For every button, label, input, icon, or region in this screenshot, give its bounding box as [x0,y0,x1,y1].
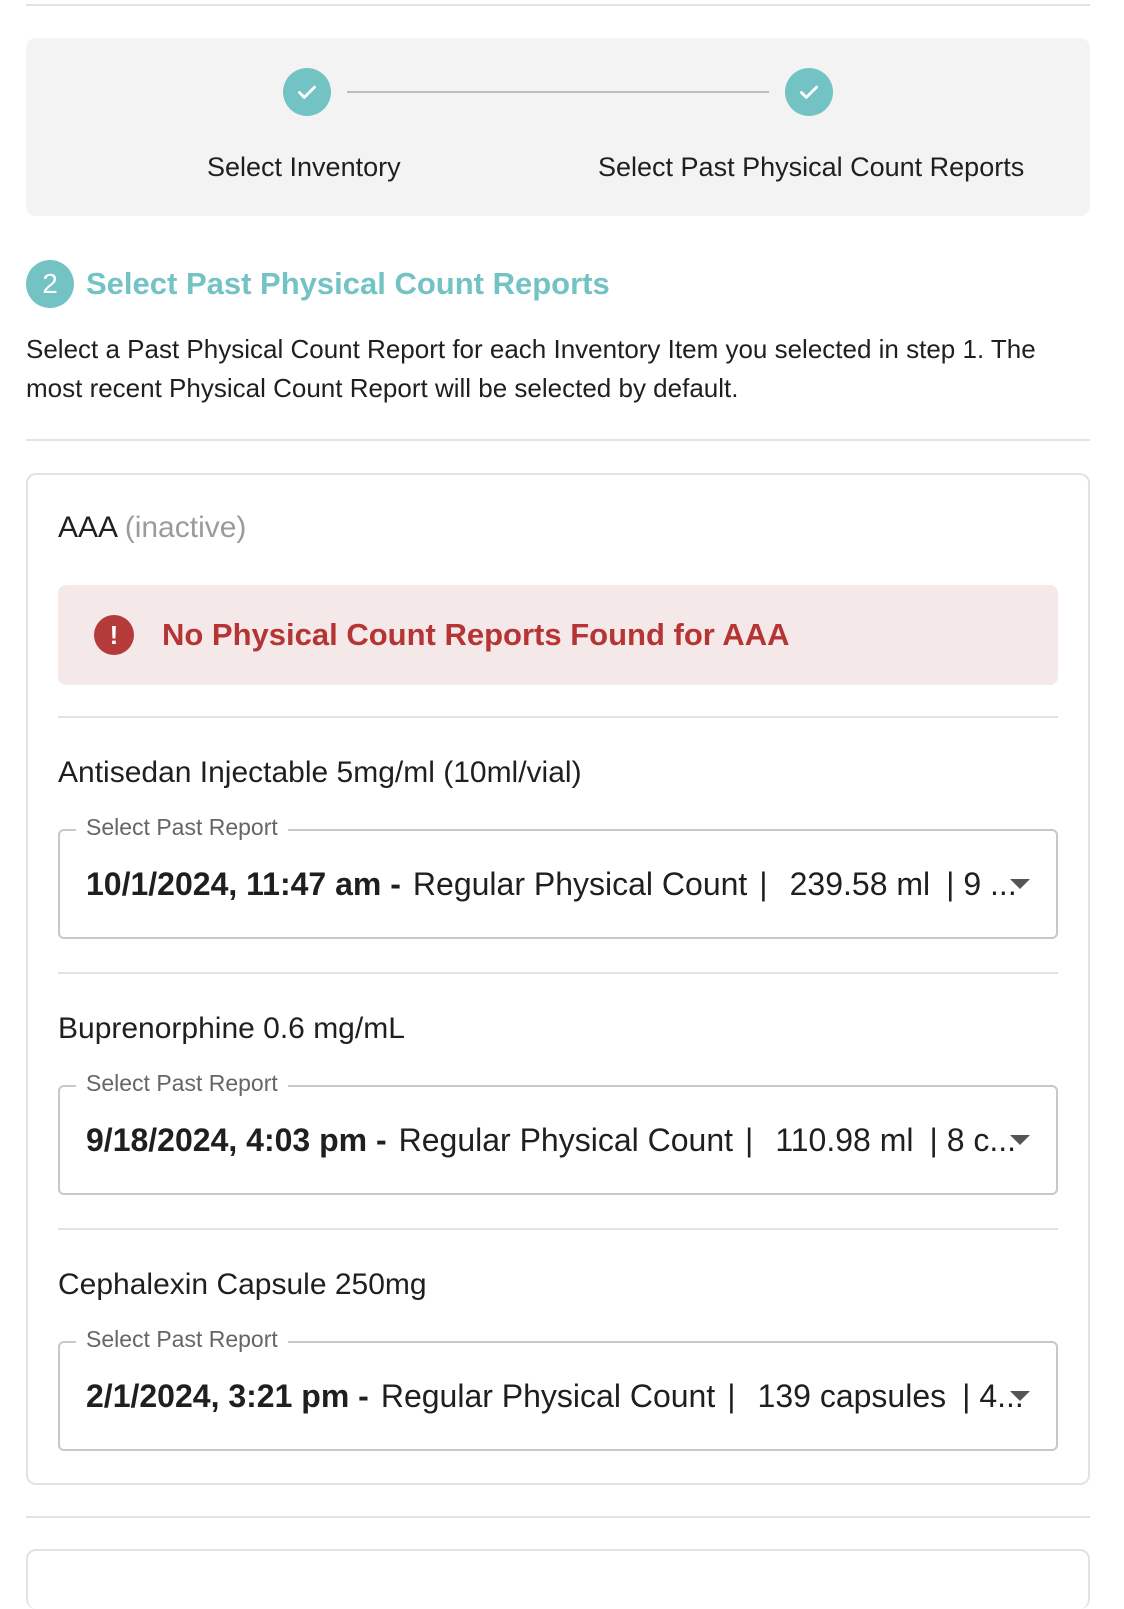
inventory-items-card [26,473,1090,1485]
step-1-label: Select Inventory [207,152,401,182]
item-title-cephalexin: Cephalexin Capsule 250mg [58,1268,427,1301]
next-card-edge [26,1549,1090,1609]
report-type: Regular Physical Count [398,1121,734,1158]
item-title-buprenorphine: Buprenorphine 0.6 mg/mL [58,1012,405,1045]
report-type: Regular Physical Count [380,1377,716,1414]
select-label: Select Past Report [76,1326,288,1353]
alert-message: No Physical Count Reports Found for AAA [162,617,790,652]
step-2-check-icon [785,68,833,116]
item-divider [58,716,1058,718]
item-title-aaa [58,511,246,545]
dropdown-caret-icon[interactable] [1010,1135,1030,1145]
section-number-badge: 2 [26,260,74,308]
selected-report-value [86,831,1017,937]
report-separator: | [745,1121,754,1158]
selected-report-value [86,1087,1017,1193]
no-reports-alert [58,585,1058,685]
exclamation-icon: ! [94,615,134,655]
dropdown-caret-icon[interactable] [1010,1391,1030,1401]
step-1-check-icon [283,68,331,116]
step-2-label: Select Past Physical Count Reports [598,152,1025,182]
step-connector [347,91,769,93]
report-date: 2/1/2024, 3:21 pm - [86,1377,369,1414]
past-report-select[interactable] [58,814,1058,939]
report-type: Regular Physical Count [412,865,748,902]
report-quantity: 139 capsules [757,1377,947,1414]
dropdown-caret-icon[interactable] [1010,879,1030,889]
select-label: Select Past Report [76,814,288,841]
report-separator: | [727,1377,736,1414]
item-divider [58,1228,1058,1230]
progress-stepper [26,38,1090,216]
section-description: Select a Past Physical Count Report for each Inventory Item you selected in step 1. The most recent Physical Count Report will be selected by default. [26,334,1036,403]
item-divider [58,972,1058,974]
item-title-antisedan: Antisedan Injectable 5mg/ml (10ml/vial) [58,756,582,789]
bottom-divider [26,1516,1090,1518]
report-date: 9/18/2024, 4:03 pm - [86,1121,387,1158]
report-truncated: | 4... [962,1377,1024,1414]
past-report-select[interactable] [58,1326,1058,1451]
report-quantity: 110.98 ml [775,1121,914,1158]
selected-report-value [86,1343,1024,1449]
section-heading [26,260,610,308]
report-quantity: 239.58 ml [789,865,931,902]
report-date: 10/1/2024, 11:47 am - [86,865,401,902]
top-divider [26,4,1090,6]
section-title: Select Past Physical Count Reports [86,266,610,301]
select-label: Select Past Report [76,1070,288,1097]
section-divider [26,439,1090,441]
report-truncated: | 9 ... [946,865,1017,902]
past-report-select[interactable] [58,1070,1058,1195]
report-separator: | [759,865,768,902]
report-truncated: | 8 c... [929,1121,1017,1158]
item-status: (inactive) [124,511,247,544]
item-name: AAA [58,511,117,544]
